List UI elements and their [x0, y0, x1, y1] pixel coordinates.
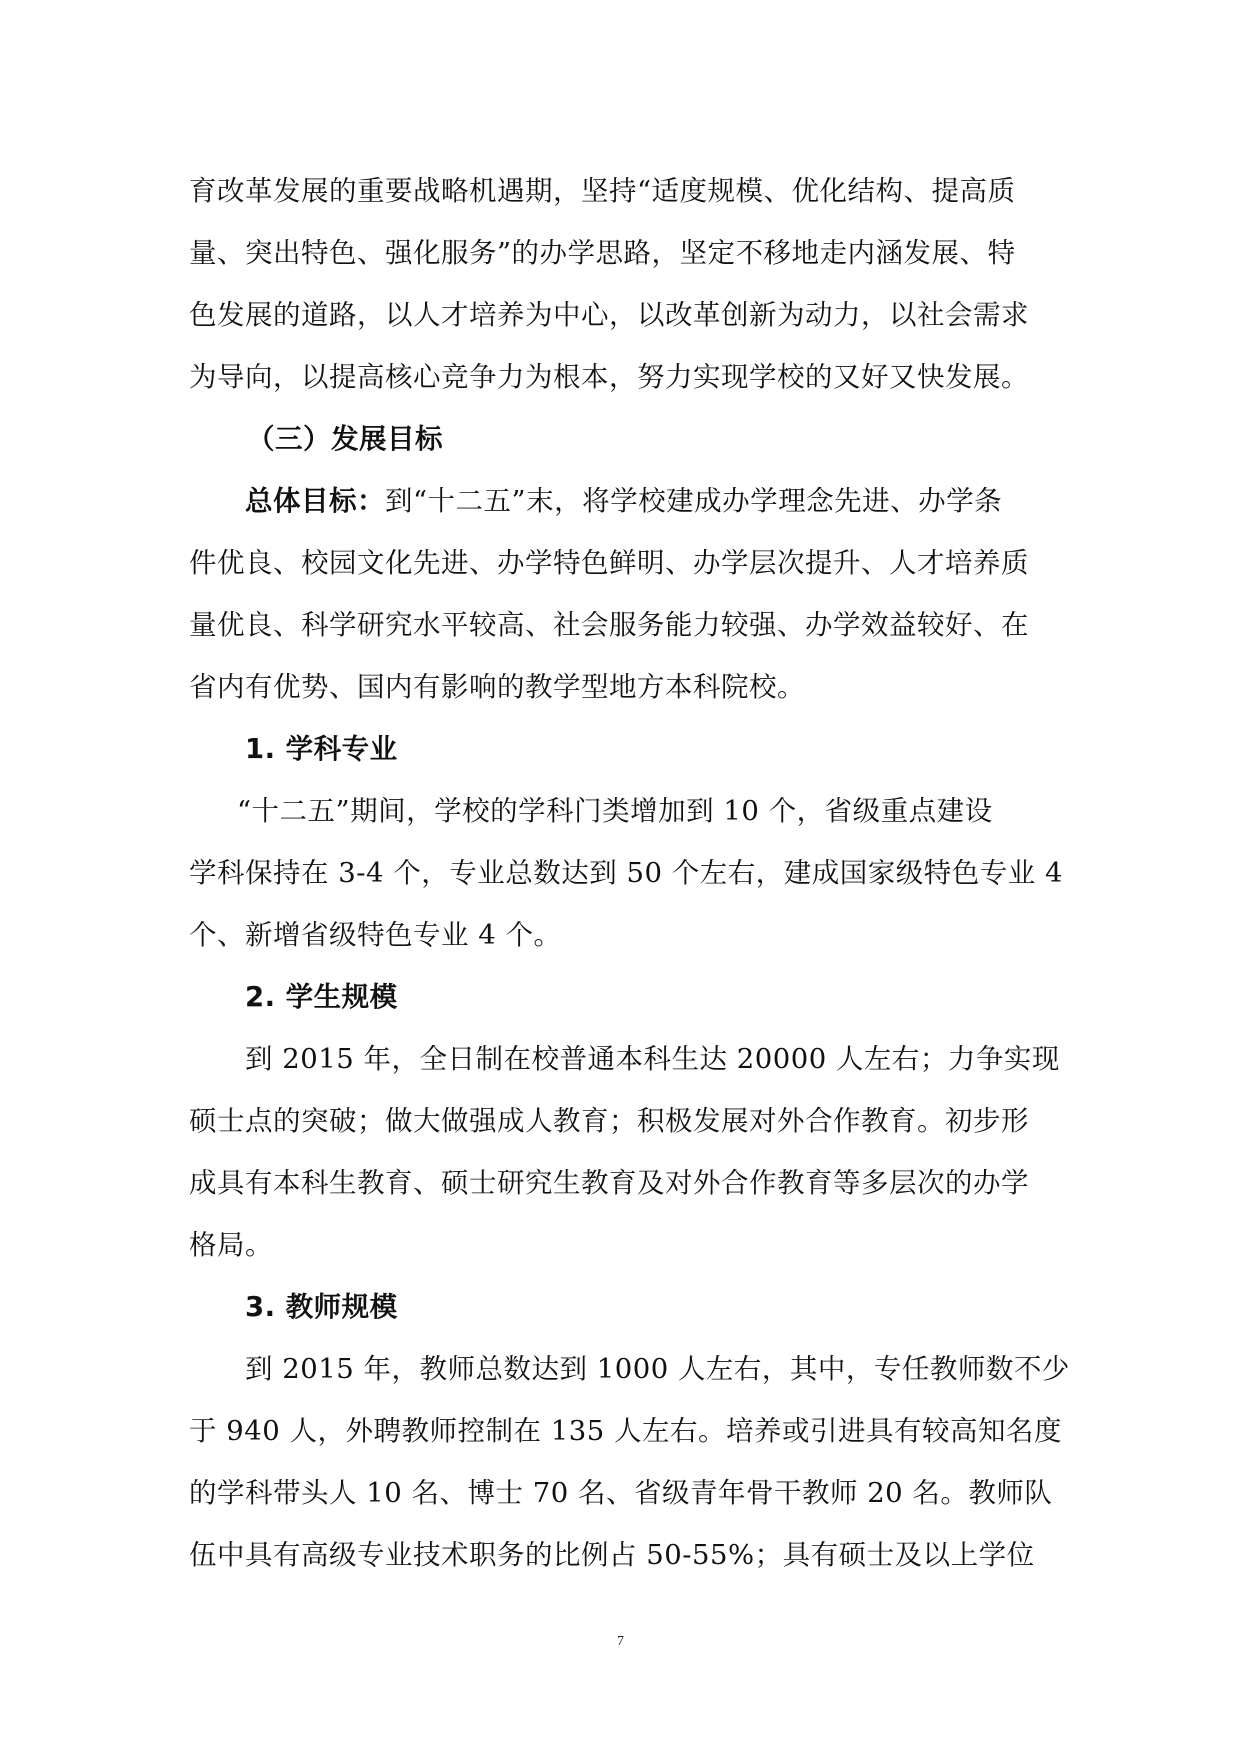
page-body [189, 160, 1070, 1586]
overall-goal-label: 总体目标： [245, 485, 385, 517]
paragraph-line: 色发展的道路，以人才培养为中心，以改革创新为动力，以社会需求 [189, 299, 1029, 331]
paragraph-line: 量、突出特色、强化服务”的办学思路，坚定不移地走内涵发展、特 [189, 237, 1016, 269]
page-number: 7 [617, 1634, 624, 1649]
subsection-heading-students: 2. 学生规模 [245, 981, 398, 1013]
paragraph-line: 于 940 人，外聘教师控制在 135 人左右。培养或引进具有较高知名度 [189, 1415, 1062, 1447]
paragraph-line: 省内有优势、国内有影响的教学型地方本科院校。 [189, 671, 805, 703]
paragraph-line: 到 2015 年，教师总数达到 1000 人左右，其中，专任教师数不少 [245, 1353, 1070, 1385]
paragraph-line: 的学科带头人 10 名、博士 70 名、省级青年骨干教师 20 名。教师队 [189, 1477, 1053, 1509]
subsection-heading-teachers: 3. 教师规模 [245, 1291, 398, 1323]
paragraph-line: “十二五”期间，学校的学科门类增加到 10 个，省级重点建设 [237, 795, 993, 827]
paragraph-line: 学科保持在 3-4 个，专业总数达到 50 个左右，建成国家级特色专业 4 [189, 857, 1063, 889]
paragraph-line: 伍中具有高级专业技术职务的比例占 50-55%；具有硕士及以上学位 [189, 1539, 1035, 1571]
paragraph-line: 个、新增省级特色专业 4 个。 [189, 919, 562, 951]
paragraph-line: 到 2015 年，全日制在校普通本科生达 20000 人左右；力争实现 [245, 1043, 1060, 1075]
paragraph-line: 育改革发展的重要战略机遇期，坚持“适度规模、优化结构、提高质 [189, 175, 1016, 207]
section-heading: （三）发展目标 [247, 423, 443, 455]
paragraph-line: 成具有本科生教育、硕士研究生教育及对外合作教育等多层次的办学 [189, 1167, 1029, 1199]
paragraph-line: 硕士点的突破；做大做强成人教育；积极发展对外合作教育。初步形 [189, 1105, 1029, 1137]
overall-goal-text: 到“十二五”末，将学校建成办学理念先进、办学条 [385, 485, 1003, 517]
paragraph-line: 为导向，以提高核心竞争力为根本，努力实现学校的又好又快发展。 [189, 361, 1029, 393]
subsection-heading-discipline: 1. 学科专业 [245, 733, 398, 765]
paragraph-line: 件优良、校园文化先进、办学特色鲜明、办学层次提升、人才培养质 [189, 547, 1029, 579]
overall-goal-first-line [189, 470, 1059, 532]
paragraph-line: 格局。 [189, 1229, 273, 1261]
paragraph-line: 量优良、科学研究水平较高、社会服务能力较强、办学效益较好、在 [189, 609, 1029, 641]
